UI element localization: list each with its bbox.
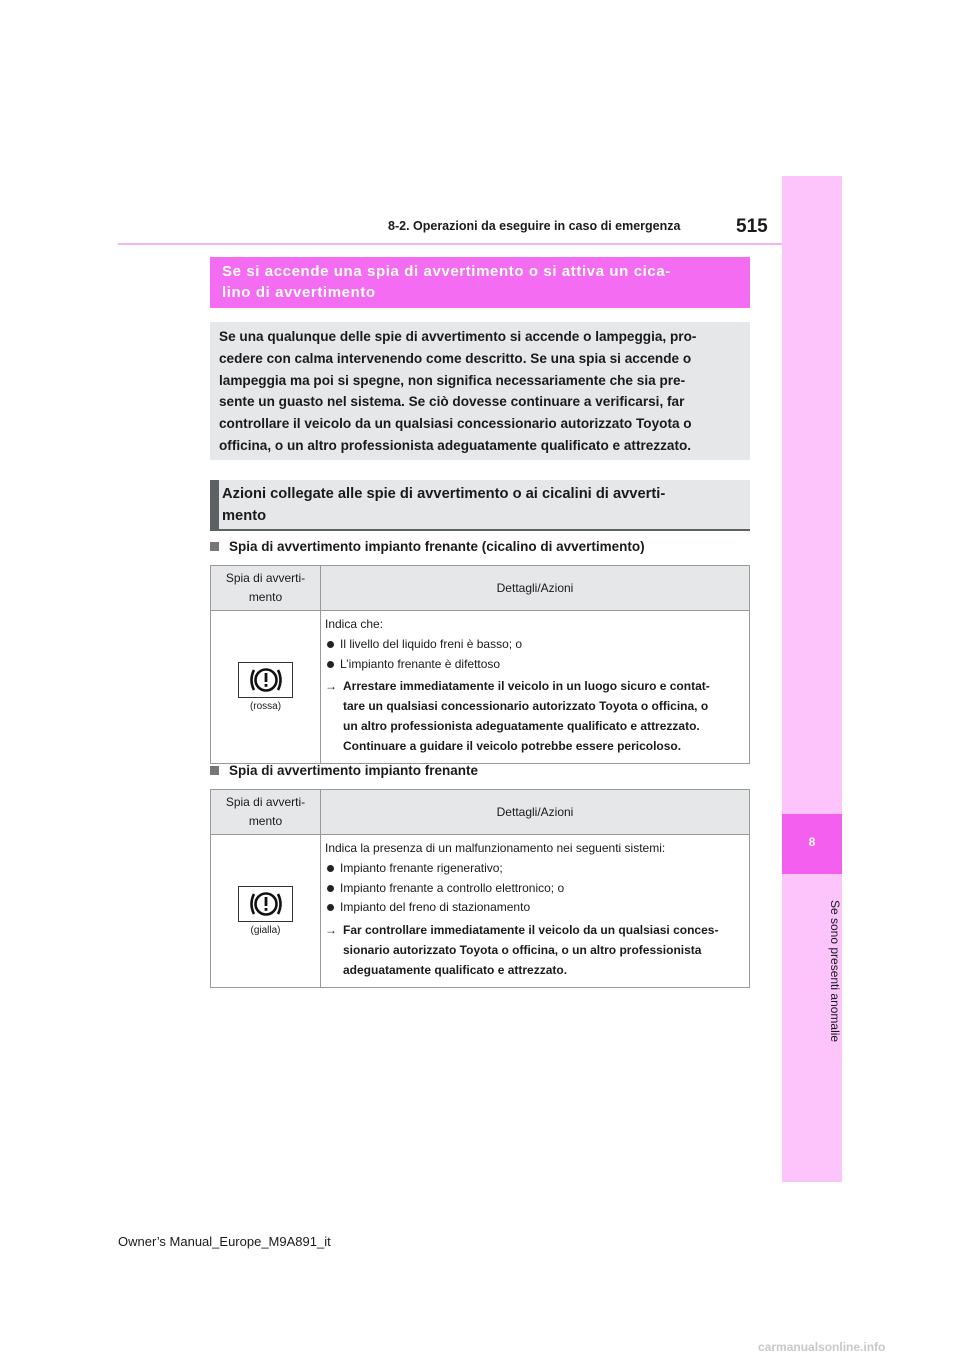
- action-line: Continuare a guidare il veicolo potrebbe essere pericoloso.: [343, 738, 682, 753]
- action-item: [325, 921, 745, 980]
- bullet-dot-icon: [327, 904, 334, 911]
- icon-color-label: (rossa): [249, 700, 282, 712]
- bullet-dot-icon: [327, 661, 334, 668]
- item-heading: [210, 763, 478, 778]
- warning-table: [210, 565, 750, 764]
- list-item-text: L’impianto frenante è difettoso: [340, 656, 501, 671]
- action-line: tare un qualsiasi concessionario autorizzato Toyota o officina, o: [343, 699, 709, 714]
- subsection-line: Azioni collegate alle spie di avvertimento o ai cicalini di avverti-: [222, 486, 666, 502]
- chapter-number: 8: [782, 814, 842, 874]
- details-intro: Indica che:: [325, 617, 384, 631]
- header-line: Spia di avverti-: [225, 795, 306, 809]
- action-line: Far controllare immediatamente il veicolo da un qualsiasi conces-: [343, 923, 719, 938]
- icon-cell: [211, 835, 321, 988]
- intro-line: officina, o un altro professionista adeguatamente qualificato e attrezzato.: [219, 437, 692, 453]
- subsection-line: mento: [222, 507, 267, 524]
- icon-cell: [211, 611, 321, 764]
- header-line: mento: [248, 814, 283, 828]
- table-header-row: [211, 790, 750, 835]
- chapter-title: Se sono presenti anomalie: [828, 899, 842, 1043]
- banner-line: Se si accende una spia di avvertimento o si attiva un cica-: [222, 263, 671, 280]
- list-item: [325, 859, 745, 879]
- square-bullet-icon: [210, 766, 219, 775]
- item-heading: [210, 539, 645, 554]
- details-cell: [321, 611, 750, 764]
- header-rule: [118, 243, 783, 245]
- brake-warning-icon: [238, 886, 293, 922]
- action-line: adeguatamente qualificato e attrezzato.: [343, 962, 568, 977]
- list-item: [325, 898, 745, 918]
- warning-table: [210, 789, 750, 988]
- footer-text: Owner’s Manual_Europe_M9A891_it: [118, 1234, 331, 1249]
- action-text: [343, 677, 710, 756]
- list-item: [325, 879, 745, 899]
- brake-warning-icon: [238, 662, 293, 698]
- item-heading-text: Spia di avvertimento impianto frenante: [229, 763, 479, 778]
- column-header-details: Dettagli/Azioni: [321, 566, 750, 611]
- watermark: carmanualsonline.info: [758, 1340, 886, 1354]
- list-item-text: Impianto frenante a controllo elettronico; o: [340, 880, 565, 895]
- section-banner: [210, 257, 750, 308]
- list-item-text: Il livello del liquido freni è basso; o: [340, 636, 523, 651]
- action-item: [325, 677, 745, 756]
- intro-line: controllare il veicolo da un qualsiasi concessionario autorizzato Toyota o: [219, 416, 692, 432]
- arrow-icon: →: [325, 923, 337, 938]
- intro-line: cedere con calma intervenendo come descritto. Se una spia si accende o: [219, 350, 692, 366]
- subsection-heading: [210, 480, 750, 531]
- table-row: [211, 611, 750, 764]
- section-title: 8-2. Operazioni da eseguire in caso di emergenza: [388, 219, 681, 233]
- square-bullet-icon: [210, 542, 219, 551]
- arrow-icon: →: [325, 679, 337, 694]
- page-number: 515: [736, 216, 768, 237]
- intro-line: Se una qualunque delle spie di avvertimento si accende o lampeggia, pro-: [219, 329, 697, 344]
- bullet-dot-icon: [327, 641, 334, 648]
- intro-box: [210, 322, 750, 460]
- column-header-warning-light: [211, 566, 321, 611]
- list-item-text: Impianto del freno di stazionamento: [340, 900, 531, 915]
- intro-line: sente un guasto nel sistema. Se ciò dovesse continuare a verificarsi, far: [219, 394, 685, 410]
- details-intro: Indica la presenza di un malfunzionamento nei seguenti sistemi:: [325, 841, 666, 855]
- action-line: sionario autorizzato Toyota o officina, o un altro professionista: [343, 942, 702, 957]
- banner-line: lino di avvertimento: [222, 284, 376, 301]
- table-header-row: [211, 566, 750, 611]
- bullet-dot-icon: [327, 865, 334, 872]
- list-item: [325, 635, 745, 655]
- item-heading-text: Spia di avvertimento impianto frenante (cicalino di avvertimento): [229, 539, 645, 554]
- details-cell: [321, 835, 750, 988]
- column-header-details: Dettagli/Azioni: [321, 790, 750, 835]
- action-line: Arrestare immediatamente il veicolo in un luogo sicuro e contat-: [343, 679, 710, 694]
- list-item-text: Impianto frenante rigenerativo;: [340, 860, 503, 875]
- icon-color-label: (gialla): [250, 924, 281, 936]
- action-line: un altro professionista adeguatamente qualificato e attrezzato.: [343, 718, 700, 733]
- side-tab: [782, 176, 842, 1182]
- table-row: [211, 835, 750, 988]
- list-item: [325, 655, 745, 675]
- column-header-warning-light: [211, 790, 321, 835]
- header-line: Spia di avverti-: [225, 571, 306, 585]
- header-line: mento: [248, 590, 283, 604]
- action-text: [343, 921, 718, 980]
- bullet-dot-icon: [327, 885, 334, 892]
- intro-line: lampeggia ma poi si spegne, non significa necessariamente che sia pre-: [219, 372, 686, 388]
